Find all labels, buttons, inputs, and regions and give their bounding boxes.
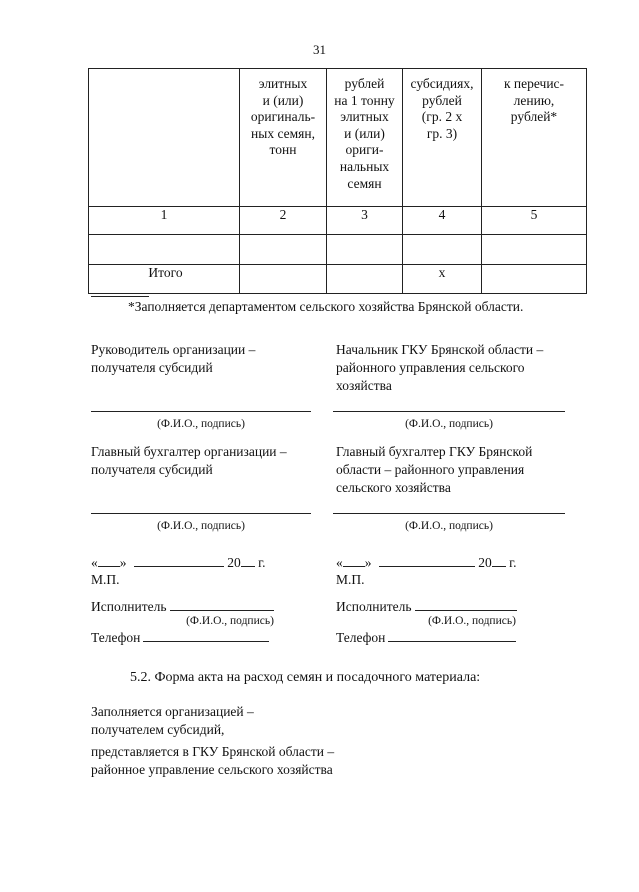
table-cell [240,235,327,265]
column-number: 4 [403,207,482,235]
total-label: Итого [89,265,240,294]
phone-right [336,629,516,647]
footnote: *Заполняется департаментом сельского хозяйства Брянской области. [128,299,524,314]
footnote-rule [91,296,149,297]
header-line: рублей [422,92,462,108]
signature-line [333,411,565,412]
year-prefix: 20 [478,555,492,570]
label-line: Главный бухгалтер организации – [91,444,287,459]
executor-left [91,598,274,616]
subsidy-table [88,68,587,294]
header-line: и (или) [344,125,385,141]
header-cell [482,69,587,207]
month-blank [134,554,224,567]
phone-blank [388,629,516,642]
year-suffix: г. [258,555,266,570]
executor-right [336,598,517,616]
header-line: к перечис- [503,76,565,91]
date-line-left [91,554,266,572]
label-line: районного управления сельского [336,360,525,375]
header-line: и (или) [262,92,304,108]
head-of-gku-label [336,341,543,395]
note-line: Заполняется организацией – [91,704,254,719]
quote-close: » [119,555,127,570]
label-line: получателя субсидий [91,462,213,477]
header-line: оригиналь- [250,109,316,125]
signature-line [333,513,565,514]
day-blank [343,554,365,567]
quote-open: « [336,555,343,570]
table-cell [403,235,482,265]
column-number: 3 [327,207,403,235]
header-line: (гр. 2 х [421,109,463,125]
executor-label: Исполнитель [336,599,412,614]
header-line: субсидиях, [410,76,474,91]
head-of-organization-label [91,341,255,377]
quote-open: « [91,555,98,570]
column-number: 1 [89,207,240,235]
stamp-label-right: М.П. [336,572,365,587]
table-header-row [89,69,587,207]
note-line: районное управление сельского хозяйства [91,762,333,777]
signature-caption: (Ф.И.О., подпись) [157,418,245,430]
header-line: рублей [344,76,385,91]
header-cell [327,69,403,207]
executor-caption: (Ф.И.О., подпись) [428,615,516,627]
table-row [89,235,587,265]
header-line: элитных [340,109,389,125]
stamp-label-left: М.П. [91,572,120,587]
phone-label: Телефон [336,630,386,645]
quote-close: » [364,555,372,570]
signature-line [91,411,311,412]
header-cell [89,69,240,207]
signature-caption: (Ф.И.О., подпись) [157,520,245,532]
label-line: Начальник ГКУ Брянской области – [336,342,544,357]
phone-blank [143,629,269,642]
header-line: ориги- [345,142,384,158]
header-line: гр. 3) [426,125,458,141]
header-line: нальных [339,158,390,174]
table-cell [89,235,240,265]
label-line: области – районного управления [336,462,525,477]
table-cell [327,235,403,265]
note-line: представляется в ГКУ Брянской области – [91,744,335,759]
executor-blank [415,598,517,611]
header-line: элитных [258,76,308,91]
month-blank [379,554,475,567]
column-number-row [89,207,587,235]
header-line: семян [347,175,382,191]
page-number: 31 [313,42,326,57]
header-line: на 1 тонну [334,92,395,108]
chief-accountant-organization-label [91,443,287,479]
filled-by-note [91,703,254,739]
header-line: рублей* [510,109,558,125]
executor-blank [170,598,274,611]
year-blank [241,554,255,567]
total-mark: x [403,265,482,294]
section-title: 5.2. Форма акта на расход семян и посадочного материала: [130,670,481,685]
signature-line [91,513,311,514]
chief-accountant-gku-label [336,443,532,497]
note-line: получателем субсидий, [91,722,225,737]
table-cell [482,235,587,265]
label-line: хозяйства [336,378,392,393]
header-cell [240,69,327,207]
year-blank [492,554,506,567]
label-line: Руководитель организации – [91,342,256,357]
label-line: сельского хозяйства [336,480,451,495]
year-prefix: 20 [227,555,241,570]
total-row [89,265,587,294]
day-blank [98,554,120,567]
column-number: 2 [240,207,327,235]
header-line: ных семян, [251,125,315,141]
column-number: 5 [482,207,587,235]
phone-label: Телефон [91,630,141,645]
table-cell [482,265,587,294]
header-line: лению, [513,92,555,108]
header-line: тонн [269,142,297,158]
date-line-right [336,554,517,572]
executor-label: Исполнитель [91,599,167,614]
executor-caption: (Ф.И.О., подпись) [186,615,274,627]
table-cell [240,265,327,294]
submitted-to-note [91,743,334,779]
year-suffix: г. [509,555,517,570]
label-line: Главный бухгалтер ГКУ Брянской [336,444,533,459]
header-cell [403,69,482,207]
table-cell [327,265,403,294]
label-line: получателя субсидий [91,360,213,375]
signature-caption: (Ф.И.О., подпись) [405,418,493,430]
signature-caption: (Ф.И.О., подпись) [405,520,493,532]
phone-left [91,629,269,647]
